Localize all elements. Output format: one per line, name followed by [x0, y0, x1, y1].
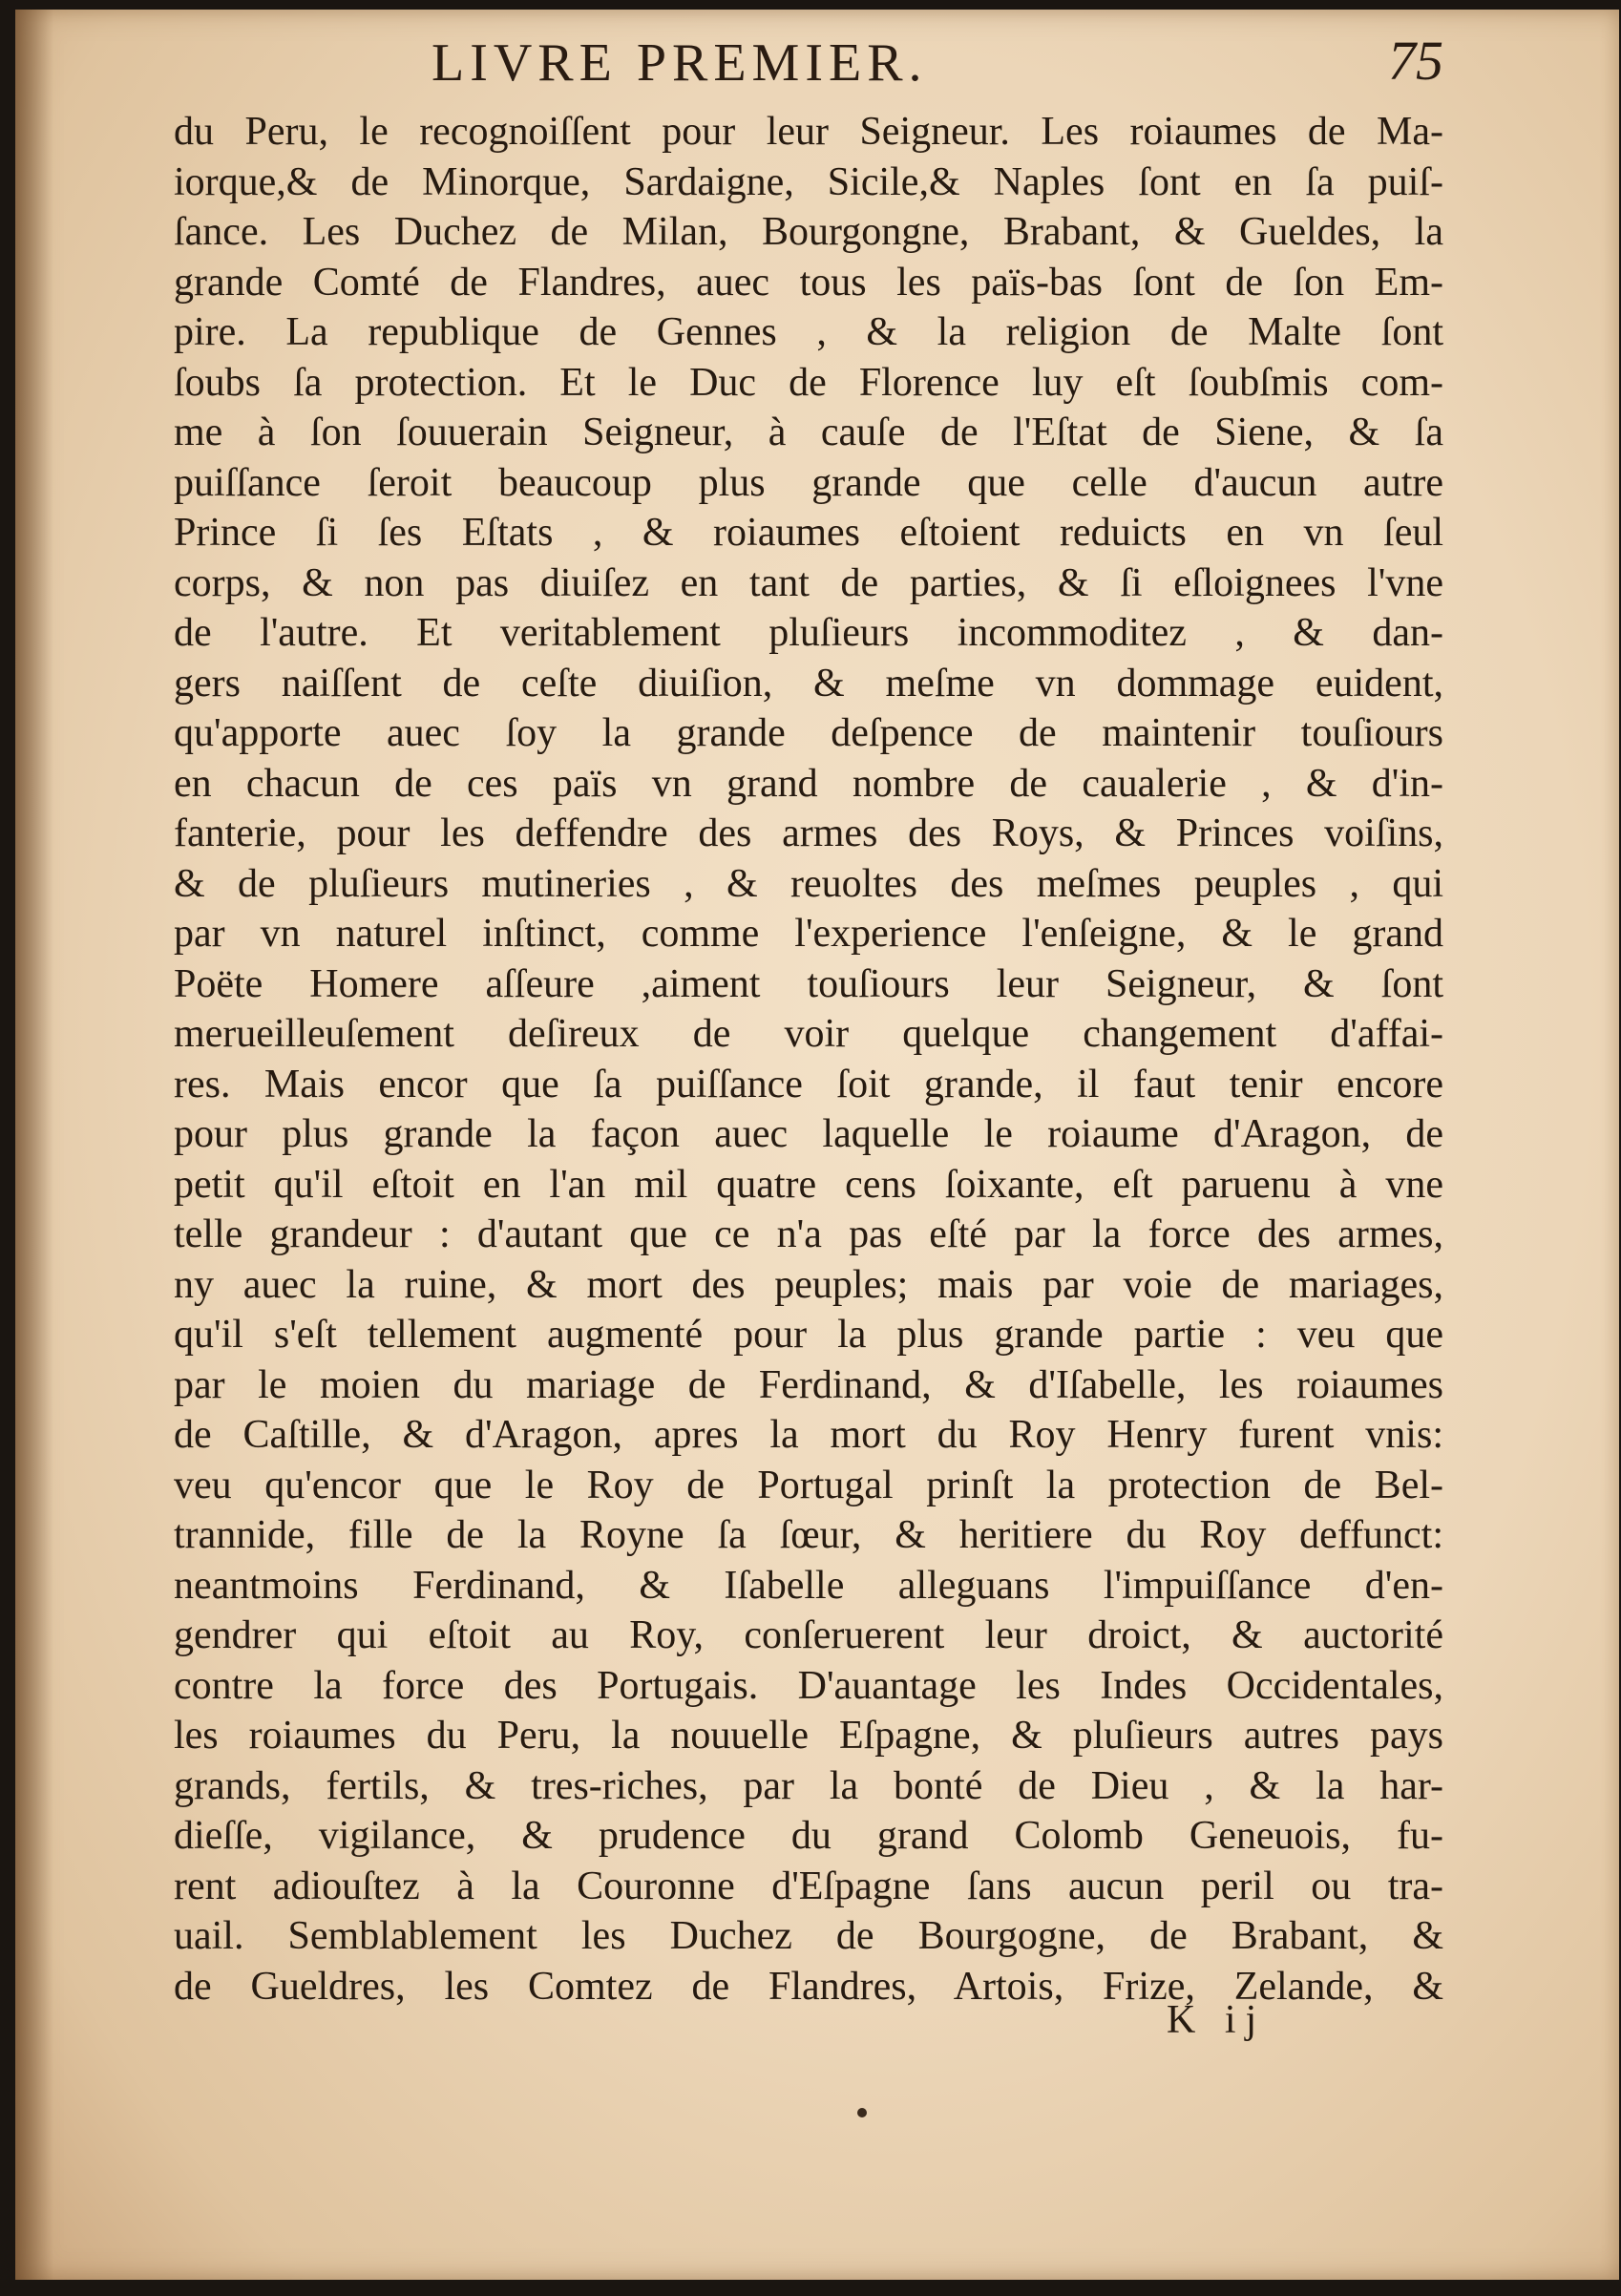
text-line: rent adiouſtez à la Couronne d'Eſpagne ſans aucun peril ou tra-	[174, 1864, 1443, 1908]
text-line: grande Comté de Flandres, auec tous les païs-bas ſont de ſon Em-	[174, 260, 1443, 305]
text-line: grands, fertils, & tres-riches, par la bonté de Dieu , & la har-	[174, 1763, 1443, 1808]
text-line: petit qu'il eſtoit en l'an mil quatre cens ſoixante, eſt paruenu à vne	[174, 1162, 1443, 1207]
text-line: corps, & non pas diuiſez en tant de parties, & ſi eſloignees l'vne	[174, 560, 1443, 605]
text-line: dieſſe, vigilance, & prudence du grand Colomb Geneuois, fu-	[174, 1814, 1443, 1858]
text-line: les roiaumes du Peru, la nouuelle Eſpagne, & pluſieurs autres pays	[174, 1714, 1443, 1758]
text-line: merueilleuſement deſireux de voir quelque changement d'affai-	[174, 1012, 1443, 1056]
text-line: res. Mais encor que ſa puiſſance ſoit grande, il faut tenir encore	[174, 1062, 1443, 1106]
text-line: trannide, fille de la Royne ſa ſœur, & heritiere du Roy deffunct:	[174, 1513, 1443, 1557]
text-line: neantmoins Ferdinand, & Iſabelle alleguans l'impuiſſance d'en-	[174, 1563, 1443, 1608]
text-line: qu'il s'eſt tellement augmenté pour la plus grande partie : veu que	[174, 1313, 1443, 1357]
page-gutter-shadow	[15, 10, 53, 2280]
text-line: pour plus grande la façon auec laquelle le roiaume d'Aragon, de	[174, 1112, 1443, 1156]
ink-speck	[857, 2108, 867, 2117]
running-title: LIVRE PREMIER.	[432, 33, 928, 93]
text-line: puiſſance ſeroit beaucoup plus grande que celle d'aucun autre	[174, 460, 1443, 505]
text-line: Prince ſi ſes Eſtats , & roiaumes eſtoient reduicts en vn ſeul	[174, 511, 1443, 555]
text-line: en chacun de ces païs vn grand nombre de caualerie , & d'in-	[174, 761, 1443, 806]
text-line: pire. La republique de Gennes , & la religion de Malte ſont	[174, 310, 1443, 354]
text-line: par le moien du mariage de Ferdinand, & d'Iſabelle, les roiaumes	[174, 1362, 1443, 1407]
text-line: ſoubs ſa protection. Et le Duc de Florence luy eſt ſoubſmis com-	[174, 360, 1443, 405]
text-line: iorque,& de Minorque, Sardaigne, Sicile,& Naples ſont en ſa puiſ-	[174, 159, 1443, 204]
text-line: ny auec la ruine, & mort des peuples; mais par voie de mariages,	[174, 1262, 1443, 1307]
text-line: me à ſon ſouuerain Seigneur, à cauſe de l'Eſtat de Siene, & ſa	[174, 411, 1443, 454]
text-line: gers naiſſent de ceſte diuiſion, & meſme vn dommage euident,	[174, 661, 1443, 706]
text-line: telle grandeur : d'autant que ce n'a pas eſté par la force des armes,	[174, 1212, 1443, 1256]
text-line: de Caſtille, & d'Aragon, apres la mort du Roy Henry furent vnis:	[174, 1413, 1443, 1457]
text-line: uail. Semblablement les Duchez de Bourgogne, de Brabant, &	[174, 1914, 1443, 1958]
page-footer	[174, 1995, 1443, 2053]
page-number: 75	[1388, 30, 1443, 92]
text-line: qu'apporte auec ſoy la grande deſpence de maintenir touſiours	[174, 711, 1443, 755]
signature-mark: K ij	[1167, 1998, 1267, 2042]
text-line: fanterie, pour les deffendre des armes des Roys, & Princes voiſins,	[174, 811, 1443, 855]
text-line: de l'autre. Et veritablement pluſieurs incommoditez , & dan-	[174, 611, 1443, 655]
text-line: par vn naturel inſtinct, comme l'experience l'enſeigne, & le grand	[174, 912, 1443, 956]
text-line: de Gueldres, les Comtez de Flandres, Artois, Frize, Zelande, &	[174, 1964, 1443, 2009]
body-text	[174, 107, 1443, 2012]
text-line: contre la force des Portugais. D'auantage les Indes Occidentales,	[174, 1663, 1443, 1708]
text-line: du Peru, le recognoiſſent pour leur Seigneur. Les roiaumes de Ma-	[174, 110, 1443, 154]
text-line: ſance. Les Duchez de Milan, Bourgongne, Brabant, & Gueldes, la	[174, 210, 1443, 254]
text-line: veu qu'encor que le Roy de Portugal prinſt la protection de Bel-	[174, 1463, 1443, 1507]
text-line: gendrer qui eſtoit au Roy, conſeruerent leur droict, & auctorité	[174, 1613, 1443, 1657]
text-line: Poëte Homere aſſeure ,aiment touſiours leur Seigneur, & ſont	[174, 961, 1443, 1006]
text-line: & de pluſieurs mutineries , & reuoltes des meſmes peuples , qui	[174, 861, 1443, 906]
page-header	[174, 29, 1443, 105]
